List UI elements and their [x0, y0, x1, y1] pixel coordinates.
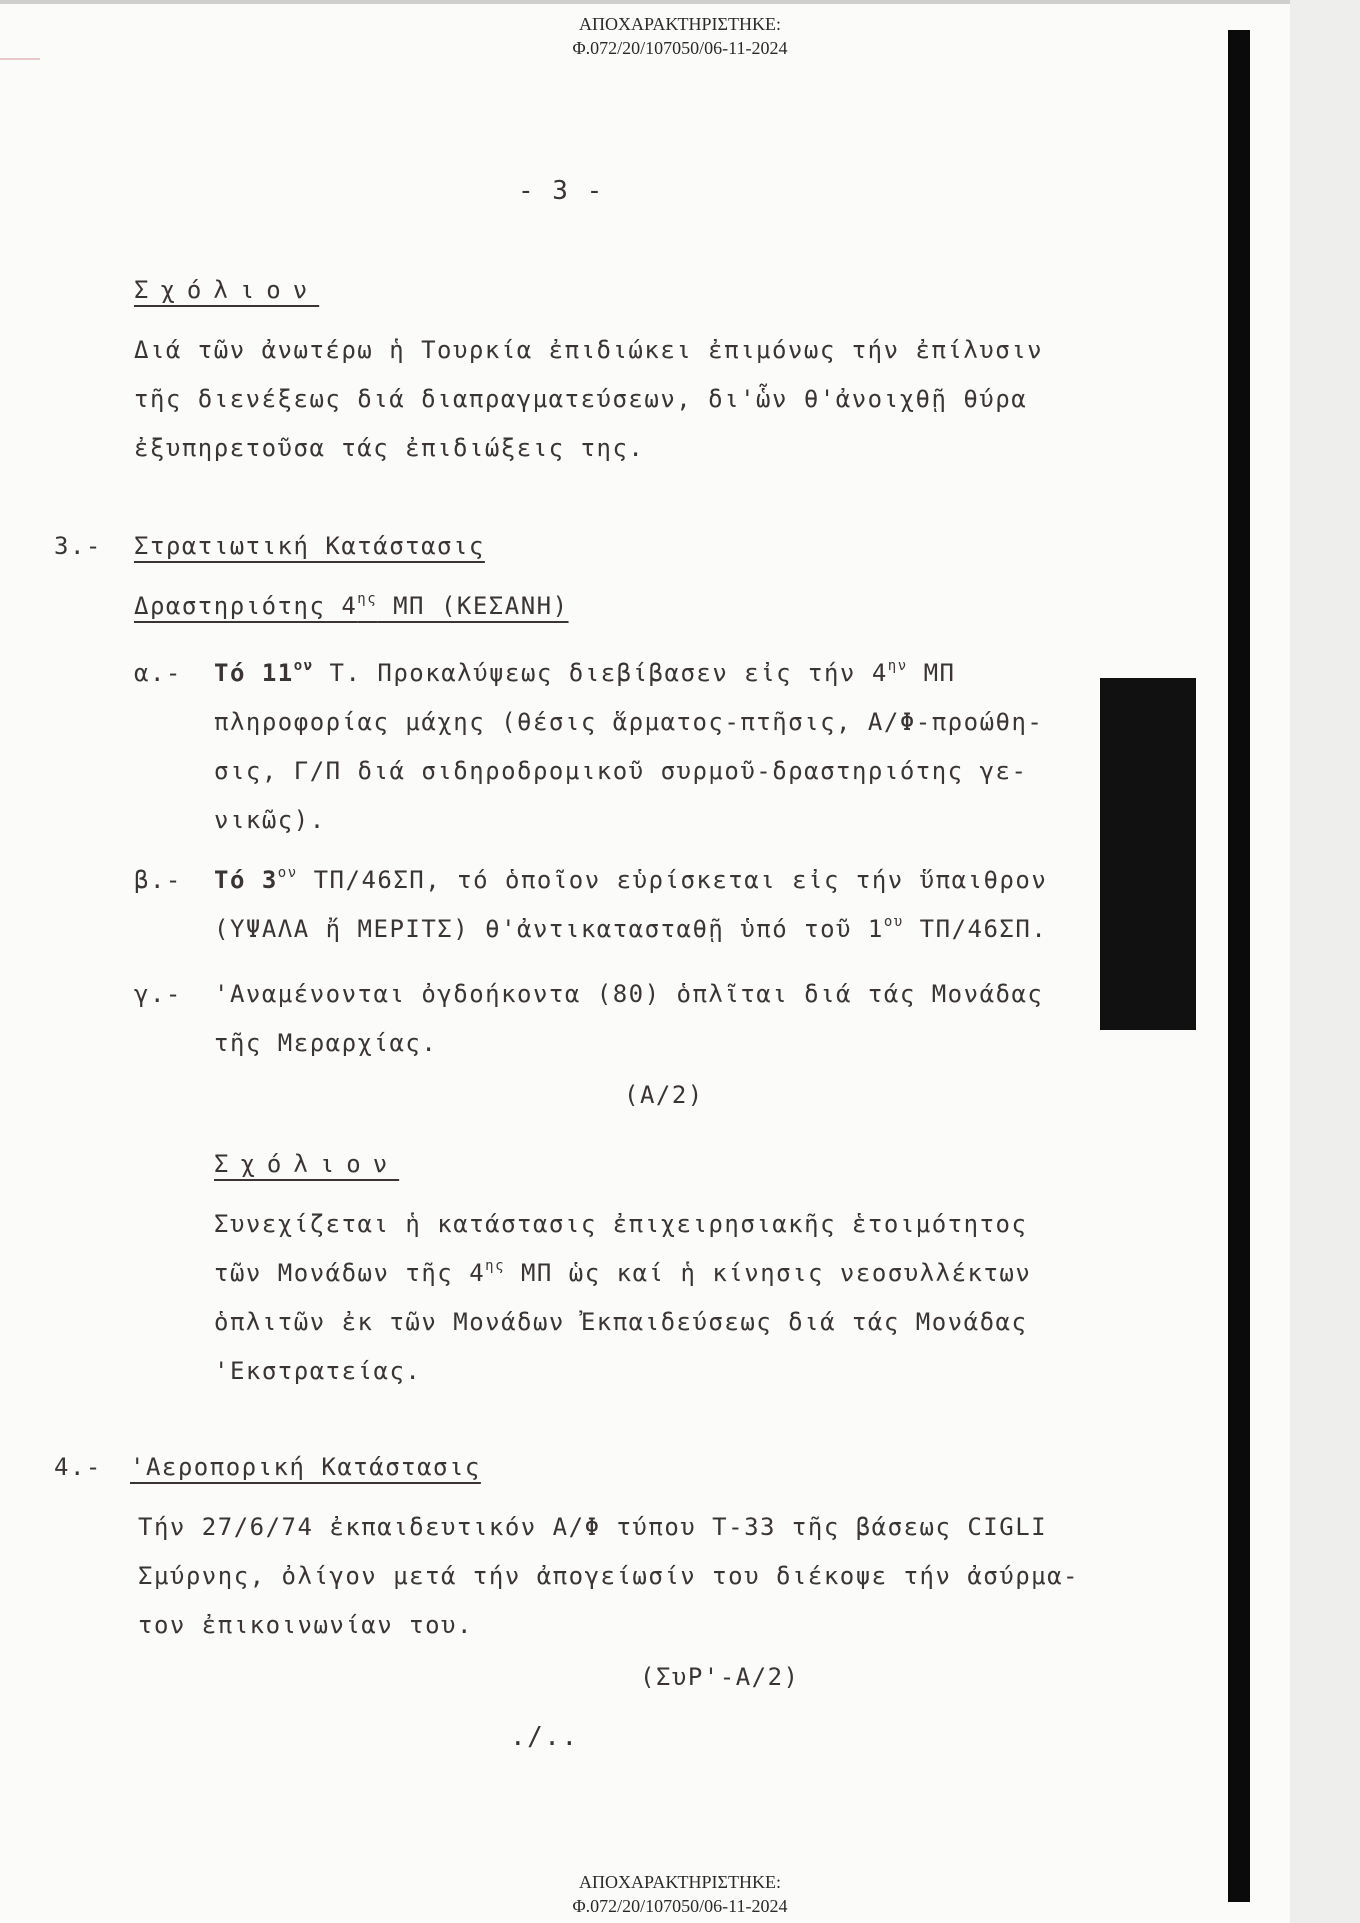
item-c-label: γ.-	[134, 980, 182, 1008]
page-number: - 3 -	[518, 176, 604, 206]
section-3-number: 3.-	[54, 532, 102, 560]
item-a-label: α.-	[134, 659, 182, 687]
continuation-mark: ./..	[510, 1722, 579, 1752]
comment-heading-1: Σχόλιον	[134, 276, 320, 304]
section-3-heading: Στρατιωτική Κατάστασις	[134, 532, 485, 560]
comment-2-line-4: 'Εκστρατείας.	[214, 1357, 422, 1385]
item-b-label: β.-	[134, 866, 182, 894]
item-b-line-1: Τό $3^{o\nu}$ ΤΠ/46ΣΠ, τό ὁποῖον εὑρίσκεται εἰς τήν ὕπαιθρον	[214, 865, 1048, 894]
section-4-reference: (ΣυΡ'-Α/2)	[640, 1663, 800, 1691]
item-b-line-2: (ΥΨΑΛΑ ἤ ΜΕΡΙΤΣ) θ'ἀντικατασταθῇ ὑπό τοῦ $1^{o\upsilon}$ ΤΠ/46ΣΠ.	[214, 914, 1048, 943]
section-4-line-2: Σμύρνης, ὀλίγον μετά τήν ἀπογείωσίν του διέκοψε τήν ἀσύρμα-	[138, 1562, 1080, 1590]
comment-heading-2: Σχόλιον	[214, 1150, 400, 1178]
comment-2-line-2: τῶν Μονάδων τῆς $4^{\eta\varsigma}$ ΜΠ ὡς καί ἡ κίνησις νεοσυλλέκτων	[214, 1258, 1032, 1287]
declassification-stamp-top	[0, 12, 1360, 60]
top-edge	[0, 0, 1290, 4]
declassification-stamp-bottom	[0, 1870, 1360, 1918]
stamp-line-2: Φ.072/20/107050/06-11-2024	[572, 1896, 788, 1916]
section-4-line-3: τον ἐπικοινωνίαν του.	[138, 1611, 473, 1639]
item-a-line-4: νικῶς).	[214, 806, 326, 834]
section-4-line-1: Τήν 27/6/74 ἐκπαιδευτικόν Α/Φ τύπου Τ-33 τῆς βάσεως CIGLI	[138, 1513, 1048, 1541]
item-a-line-3: σις, Γ/Π διά σιδηροδρομικοῦ συρμοῦ-δραστηριότης γε-	[214, 757, 1028, 785]
comment-2-line-1: Συνεχίζεται ἡ κατάστασις ἐπιχειρησιακῆς ἑτοιμότητος	[214, 1210, 1028, 1238]
item-a-line-2: πληροφορίας μάχης (θέσις ἅρματος-πτῆσις, Α/Φ-προώθη-	[214, 708, 1044, 736]
section-4-heading: 'Αεροπορική Κατάστασις	[130, 1453, 481, 1481]
comment-1-line-3: ἐξυπηρετοῦσα τάς ἐπιδιώξεις της.	[134, 434, 645, 462]
section-4-number: 4.-	[54, 1453, 102, 1481]
comment-2-line-3: ὁπλιτῶν ἐκ τῶν Μονάδων Ἐκπαιδεύσεως διά τάς Μονάδας	[214, 1308, 1028, 1336]
redaction-block	[1100, 678, 1196, 1030]
section-3-subheading: Δραστηριότης $4^{\eta\varsigma}$ ΜΠ (ΚΕΣΑΝΗ)	[134, 591, 569, 620]
item-c-line-2: τῆς Μεραρχίας.	[214, 1029, 438, 1057]
stamp-line-1: ΑΠΟΧΑΡΑΚΤΗΡΙΣΤΗΚΕ:	[578, 1872, 782, 1892]
section-3-reference: (Α/2)	[624, 1081, 704, 1109]
scan-edge-bar	[1228, 30, 1250, 1902]
stamp-line-2: Φ.072/20/107050/06-11-2024	[572, 38, 788, 58]
item-c-line-1: 'Αναμένονται ὀγδοήκοντα (80) ὁπλῖται διά τάς Μονάδας	[214, 980, 1044, 1008]
comment-1-line-1: Διά τῶν ἀνωτέρω ἡ Τουρκία ἐπιδιώκει ἐπιμόνως τήν ἐπίλυσιν	[134, 336, 1044, 364]
stamp-line-1: ΑΠΟΧΑΡΑΚΤΗΡΙΣΤΗΚΕ:	[578, 14, 782, 34]
item-a-line-1: Τό $11^{o\nu}$ Τ. Προκαλύψεως διεβίβασεν εἰς τήν $4^{\eta\nu}$ ΜΠ	[214, 658, 956, 687]
comment-1-line-2: τῆς διενέξεως διά διαπραγματεύσεων, δι'ὧν θ'ἀνοιχθῇ θύρα	[134, 385, 1028, 413]
scan-margin	[1290, 0, 1360, 1923]
